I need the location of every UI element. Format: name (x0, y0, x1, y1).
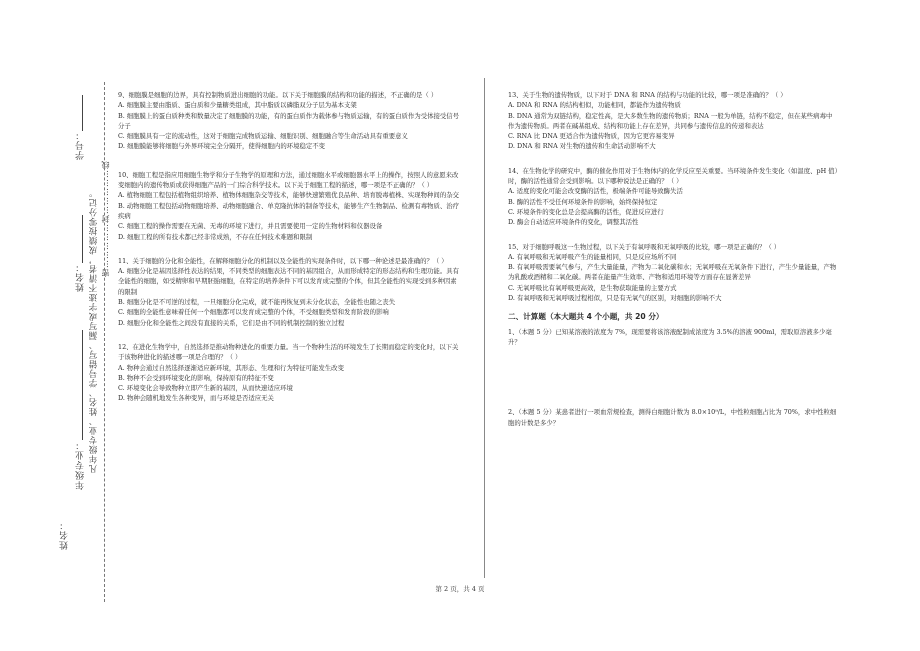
option-c: C. 细胞的全能性意味着任何一个细胞都可以发育成完整的个体，不受细胞类型和发育阶段的影响 (118, 308, 389, 317)
question-stem: 11、关于细胞的分化和全能性，在解释细胞分化的机制以及全能性的实现条件时，以下哪一种论述是最准确的？（ ） (118, 256, 448, 265)
seal-line-text: 密……………封……………线 (101, 160, 110, 277)
student-id-line (82, 95, 83, 131)
option-a: A. 植物细胞工程包括植物组织培养、植物体细胞杂交等技术，能够快速繁殖优良品种、培育脱毒植株、实现物种间的杂交 (118, 191, 459, 200)
option-d: D. 有氧呼吸和无氧呼吸过程相似，只是有无氧气的区别，对细胞的影响不大 (508, 294, 722, 303)
option-b: B. 有氧呼吸需要氧气参与，产生大量能量，产物为二氧化碳和水；无氧呼吸在无氧条件下进行，产生少量能量，产物为乳酸或酒精和二氧化碳。两者在能量产生效率、产物和适用环境等方面存在显著差异 (508, 263, 837, 282)
option-b: B. 细胞分化是不可逆的过程，一旦细胞分化完成，就不能再恢复到未分化状态，全能性也随之丧失 (118, 298, 396, 307)
option-b: B. 细胞膜上的蛋白质种类和数量决定了细胞膜的功能，有的蛋白质作为载体参与物质运输，有的蛋白质作为受体接受信号分子 (118, 111, 460, 130)
question-stem: 13、关于生物的遗传物质，以下对于 DNA 和 RNA 的结构与功能的比较，哪一项是准确的？（ ） (508, 91, 787, 99)
name-line (82, 215, 83, 263)
calc-question-2: 2、（本题 5 分）某患者进行一项血常规检查，测得白细胞计数为 8.0×10⁹/L，中性粒细胞占比为 70%，求中性粒细胞的计数是多少？ (508, 408, 837, 427)
option-d: D. 细胞分化和全能性之间没有直接的关系，它们是由不同的机制控制的独立过程 (118, 318, 345, 327)
question-15 (508, 242, 838, 304)
question-stem: 15、对于细胞呼吸这一生物过程，以下关于有氧呼吸和无氧呼吸的比较，哪一项是正确的？（ ） (508, 242, 781, 251)
option-c: C. RNA 比 DNA 更适合作为遗传物质，因为它更容易变异 (508, 132, 675, 141)
option-a: A. 有氧呼吸和无氧呼吸产生的能量相同，只是反应场所不同 (508, 252, 677, 261)
name-label-bottom: 姓名： (60, 520, 70, 550)
option-d: D. 物种会随机地发生各种变异，而与环境是否适应无关 (118, 394, 274, 403)
left-column (118, 90, 460, 413)
name-label: 姓名： (76, 262, 86, 292)
option-d: D. 细胞膜能够将细胞与外界环境完全分隔开，使得细胞内的环境稳定不变 (118, 142, 326, 151)
right-column (508, 90, 838, 437)
option-d: D. 细胞工程的所有技术都已经非常成熟，不存在任何技术难题和限制 (118, 232, 313, 241)
option-c: C. 无氧呼吸比有氧呼吸更高效，是生物获取能量的主要方式 (508, 283, 677, 292)
question-12 (118, 342, 460, 404)
major-line (82, 330, 83, 440)
option-a: A. 细胞膜主要由脂质、蛋白质和少量糖类组成，其中脂质以磷脂双分子层为基本支架 (118, 101, 357, 110)
student-id-label: 学号： (76, 130, 86, 160)
question-14 (508, 166, 838, 228)
option-b: B. 物种不会受到环境变化的影响，保持原有的特征不变 (118, 373, 274, 382)
option-a: A. 适度的变化可能会改变酶的活性，极端条件可能导致酶失活 (508, 187, 683, 196)
question-stem: 9、细胞膜是细胞的边界，具有控制物质进出细胞的功能。以下关于细胞膜的结构和功能的描述，不正确的是（ ） (118, 91, 438, 99)
option-a: A. DNA 和 RNA 的结构相似，功能相同，都能作为遗传物质 (508, 101, 681, 110)
option-d: D. DNA 和 RNA 对生物的遗传和生命活动影响不大 (508, 142, 656, 151)
option-b: B. DNA 通常为双链结构，稳定性高，是大多数生物的遗传物质；RNA 一般为单链，结构不稳定，但在某些病毒中作为遗传物质。两者在碱基组成、结构和功能上存在差异，共同参与遗传信息的传递和表达 (508, 111, 833, 130)
question-9 (118, 90, 460, 152)
question-stem: 12、在进化生物学中，自然选择是推动物种进化的重要力量。当一个物种生活的环境发生了长期而稳定的变化时，以下关于该物种进化的描述哪一项是合理的？（ ） (118, 342, 459, 362)
option-a: A. 细胞分化是基因选择性表达的结果，不同类型的细胞表达不同的基因组合，从而形成特定的形态结构和生理功能。具有全能性的细胞，如受精卵和早期胚胎细胞，在特定的培养条件下可以发育成完整的个体，但其全能性的实现受到多种因素的限制 (118, 267, 459, 296)
notice-text: 凡年级专业、姓名、学号错写、漏写或字迹不清者，成绩按零分记。 (89, 188, 99, 473)
option-b: B. 动物细胞工程包括动物细胞培养、动物细胞融合、单克隆抗体的制备等技术，能够生产生物制品、检测有毒物质、治疗疾病 (118, 201, 460, 220)
question-stem: 14、在生物化学的研究中，酶的催化作用对于生物体内的化学反应至关重要。当环境条件发生变化（如温度、pH 值）时，酶的活性通常会受到影响。以下哪种说法是正确的？（ ） (508, 166, 838, 186)
question-13 (508, 90, 838, 152)
question-10 (118, 170, 460, 242)
seal-dashed-line (104, 82, 105, 602)
question-11 (118, 256, 460, 328)
option-a: A. 物种会通过自然选择逐渐适应新环境，其形态、生理和行为特征可能发生改变 (118, 363, 344, 372)
option-d: D. 酶会自动适应环境条件的变化，调整其活性 (508, 218, 639, 227)
option-c: C. 环境变化会导致物种立即产生新的基因，从而快速适应环境 (118, 384, 293, 393)
calc-question-1: 1、（本题 5 分）已知某溶液的浓度为 7%，现需要将该溶液配制成浓度为 3.5%的溶液 900ml，需取原溶液多少毫升？ (508, 327, 832, 346)
option-c: C. 环境条件的变化总是会提高酶的活性，促进反应进行 (508, 207, 664, 216)
page-footer: 第 2 页，共 4 页 (435, 585, 485, 593)
section-title: 二、计算题（本大题共 4 个小题，共 20 分） (508, 312, 664, 322)
column-divider (484, 78, 485, 578)
question-stem: 10、细胞工程是指应用细胞生物学和分子生物学的原理和方法，通过细胞水平或细胞器水平上的操作，按照人的意愿来改变细胞内的遗传物质或获得细胞产品的一门综合科学技术。以下关于细胞工程的描述，哪一项是不正确的？（ ） (118, 170, 459, 190)
option-b: B. 酶的活性不受任何环境条件的影响，始终保持恒定 (508, 197, 658, 206)
binding-margin (0, 0, 110, 651)
option-c: C. 细胞膜具有一定的流动性，这对于细胞完成物质运输、细胞识别、细胞融合等生命活动具有重要意义 (118, 132, 408, 141)
option-c: C. 细胞工程的操作需要在无菌、无毒的环境下进行，并且需要使用一定的生物材料和仪器设备 (118, 222, 383, 231)
major-label: 年级专业： (76, 440, 86, 490)
